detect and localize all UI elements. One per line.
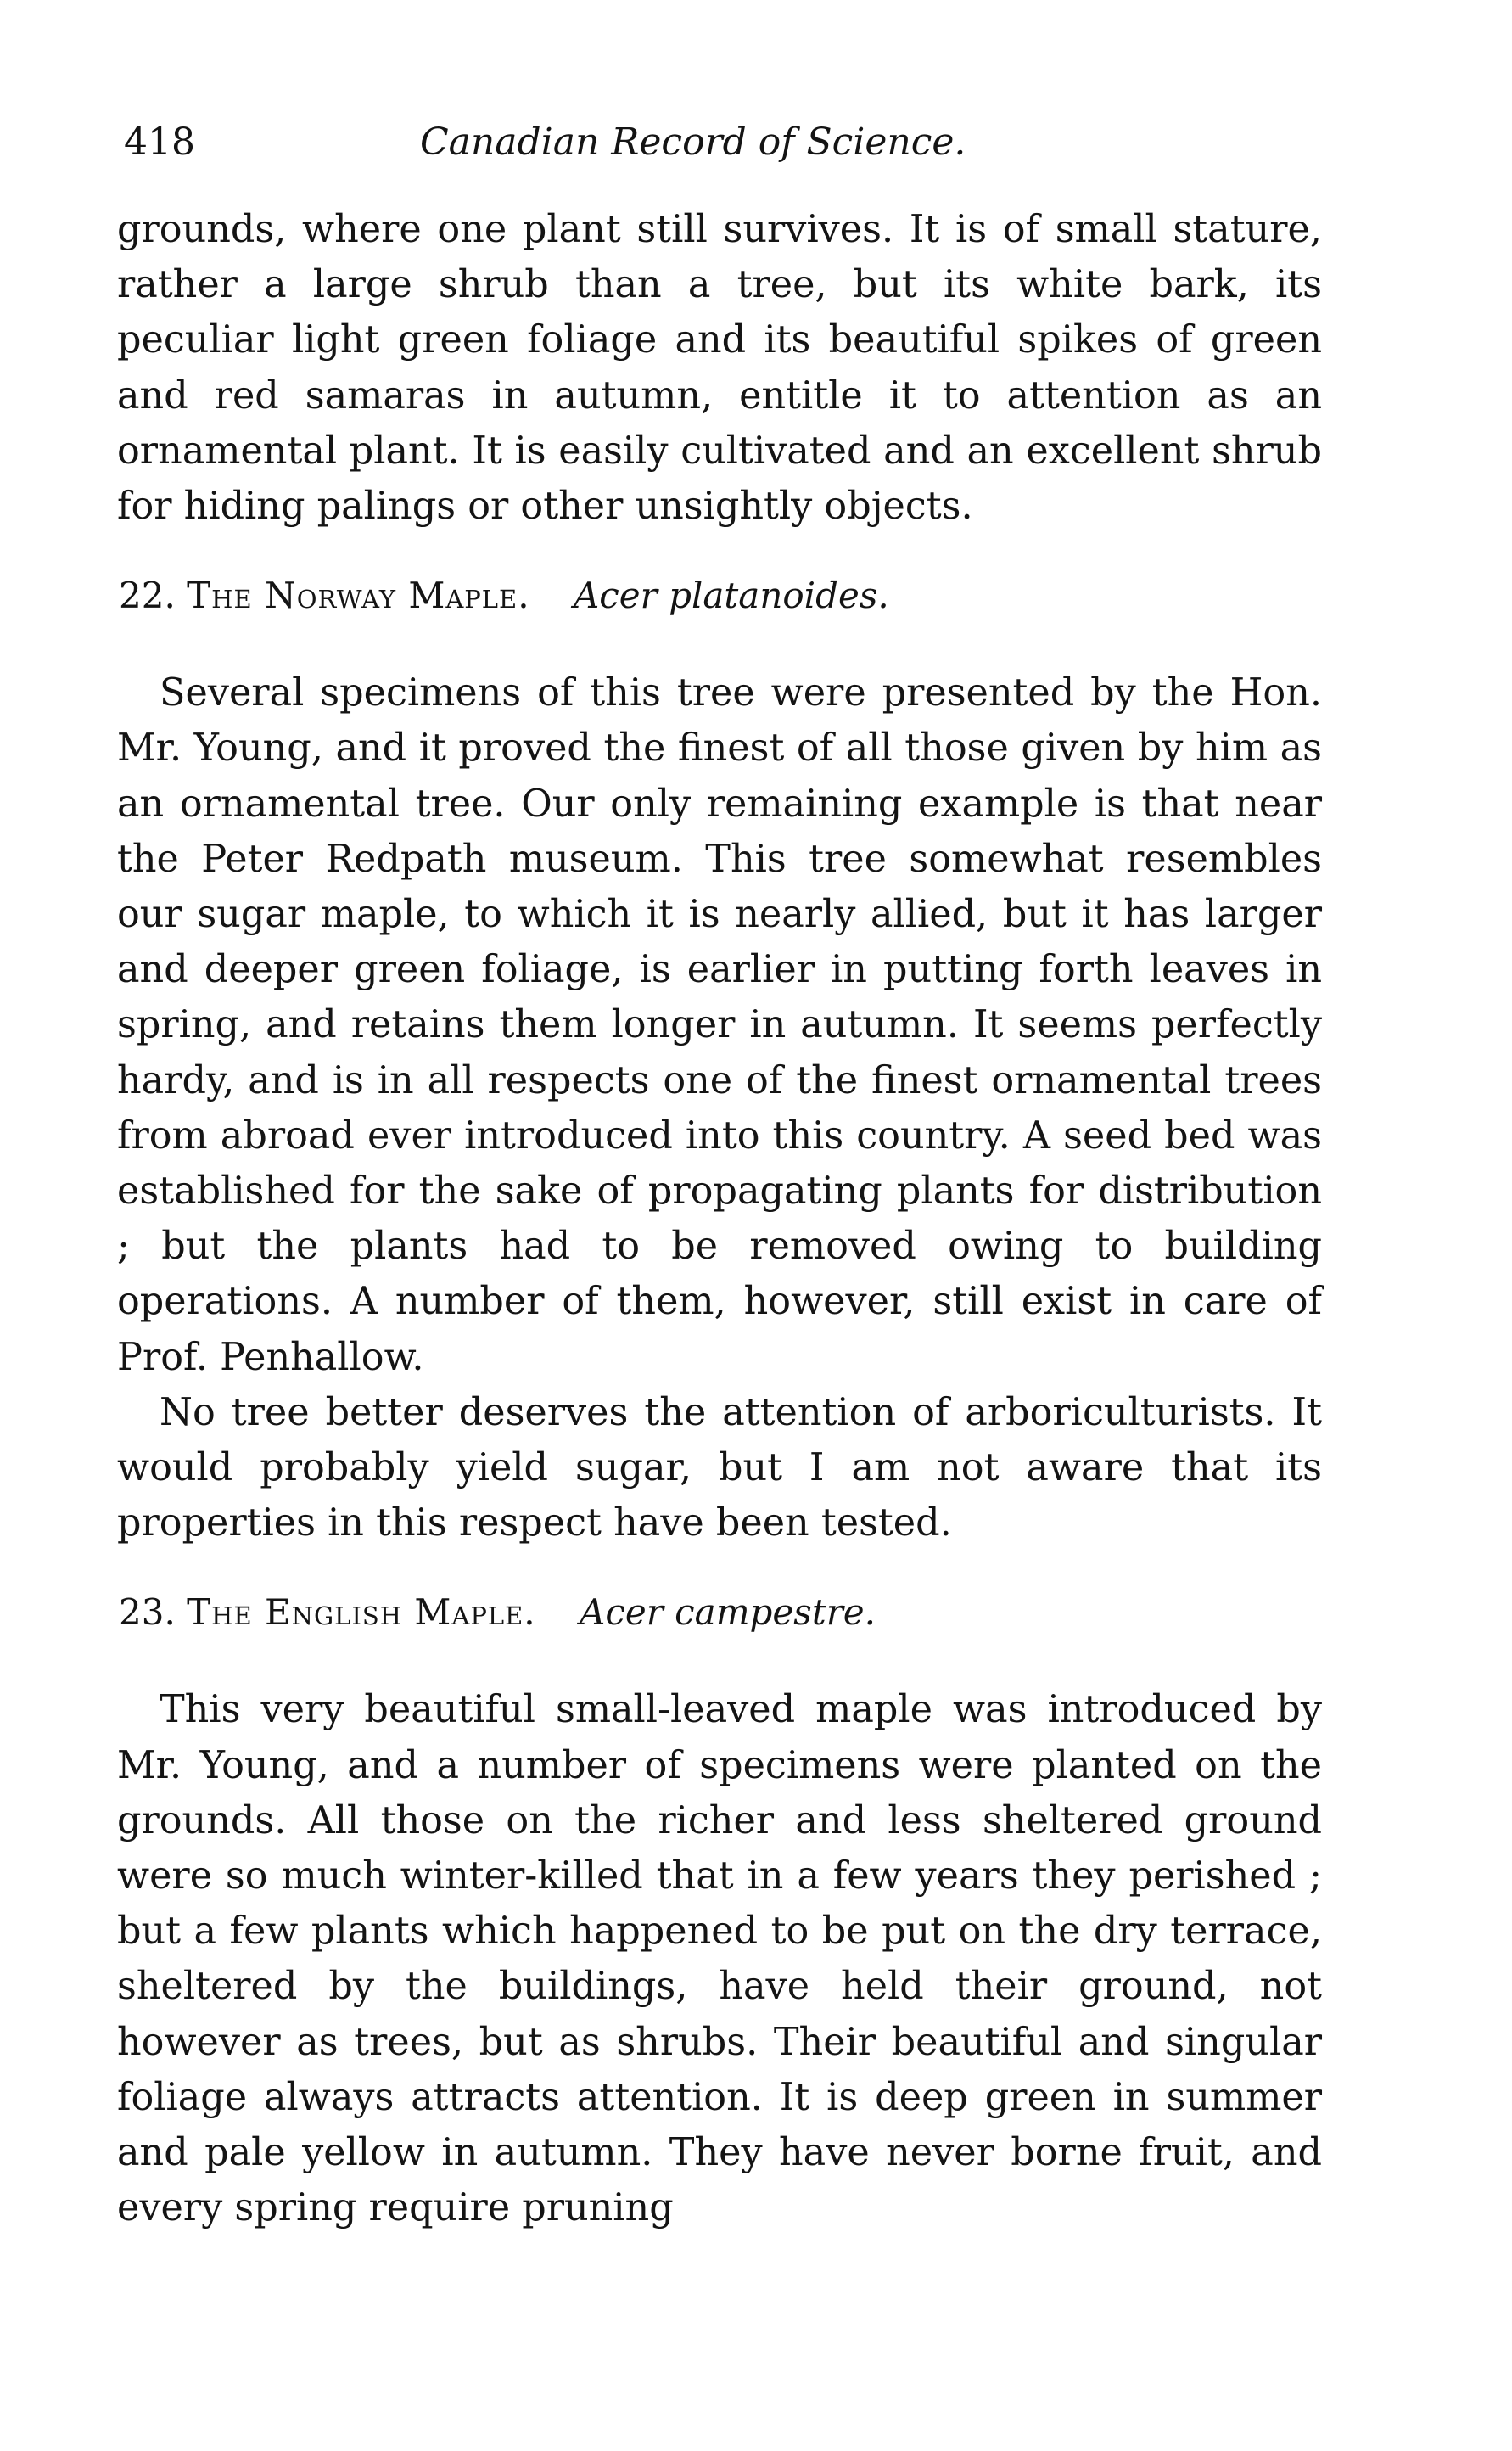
journal-title: Canadian Record of Science.	[420, 121, 966, 164]
spacer	[117, 534, 1322, 568]
paragraph-norway-maple: Several specimens of this tree were presented by the Hon. Mr. Young, and it proved the finest of all those given by him as an ornamental tree. Our only remaining example is that near the Peter Redpath museum. This tree somewhat resembles our sugar maple, to which it is nearly allied, but it has larger and deeper green foliage, is earlier in putting forth leaves in spring, and retains them longer in autumn. It seems perfectly hardy, and is in all respects one of the finest ornamental trees from abroad ever introduced into this country. A seed bed was established for the sake of propagating plants for distribution ; but the plants had to be removed owing to building operations. A number of them, however, still exist in care of Prof. Penhallow.	[117, 671, 1322, 1379]
section-heading-23	[117, 1584, 1322, 1640]
paragraph-arboriculturists: No tree better deserves the attention of arboriculturists. It would probably yield sugar, but I am not aware that its properties in this respect have been tested.	[117, 1390, 1322, 1545]
page-number: 418	[124, 121, 195, 164]
spacer	[117, 623, 1322, 665]
section-common-name: The English Maple.	[187, 1591, 536, 1634]
section-number: 22.	[119, 575, 176, 617]
section-latin-name: Acer campestre.	[580, 1591, 876, 1634]
section-number: 23.	[119, 1591, 176, 1634]
running-head	[117, 117, 1322, 177]
spacer	[117, 1551, 1322, 1584]
paragraph-continued: grounds, where one plant still survives. It is of small stature, rather a large shrub than a tree, but its white bark, its peculiar light green foliage and its beautiful spikes of green and red samaras in autumn, entitle it to attention as an ornamental plant. It is easily cultivated and an excellent shrub for hiding palings or other unsightly objects.	[117, 208, 1322, 529]
section-common-name: The Norway Maple.	[187, 575, 530, 617]
section-heading-22	[117, 568, 1322, 623]
spacer	[117, 1640, 1322, 1682]
section-latin-name: Acer platanoides.	[573, 575, 889, 617]
book-page	[117, 117, 1322, 2236]
paragraph-english-maple: This very beautiful small-leaved maple was introduced by Mr. Young, and a number of specimens were planted on the grounds. All those on the richer and less sheltered ground were so much winter-killed that in a few years they perished ; but a few plants which happened to be put on the dry terrace, sheltered by the buildings, have held their ground, not however as trees, but as shrubs. Their beautiful and singular foliage always attracts attention. It is deep green in summer and pale yellow in autumn. They have never borne fruit, and every spring require pruning	[117, 1688, 1322, 2230]
